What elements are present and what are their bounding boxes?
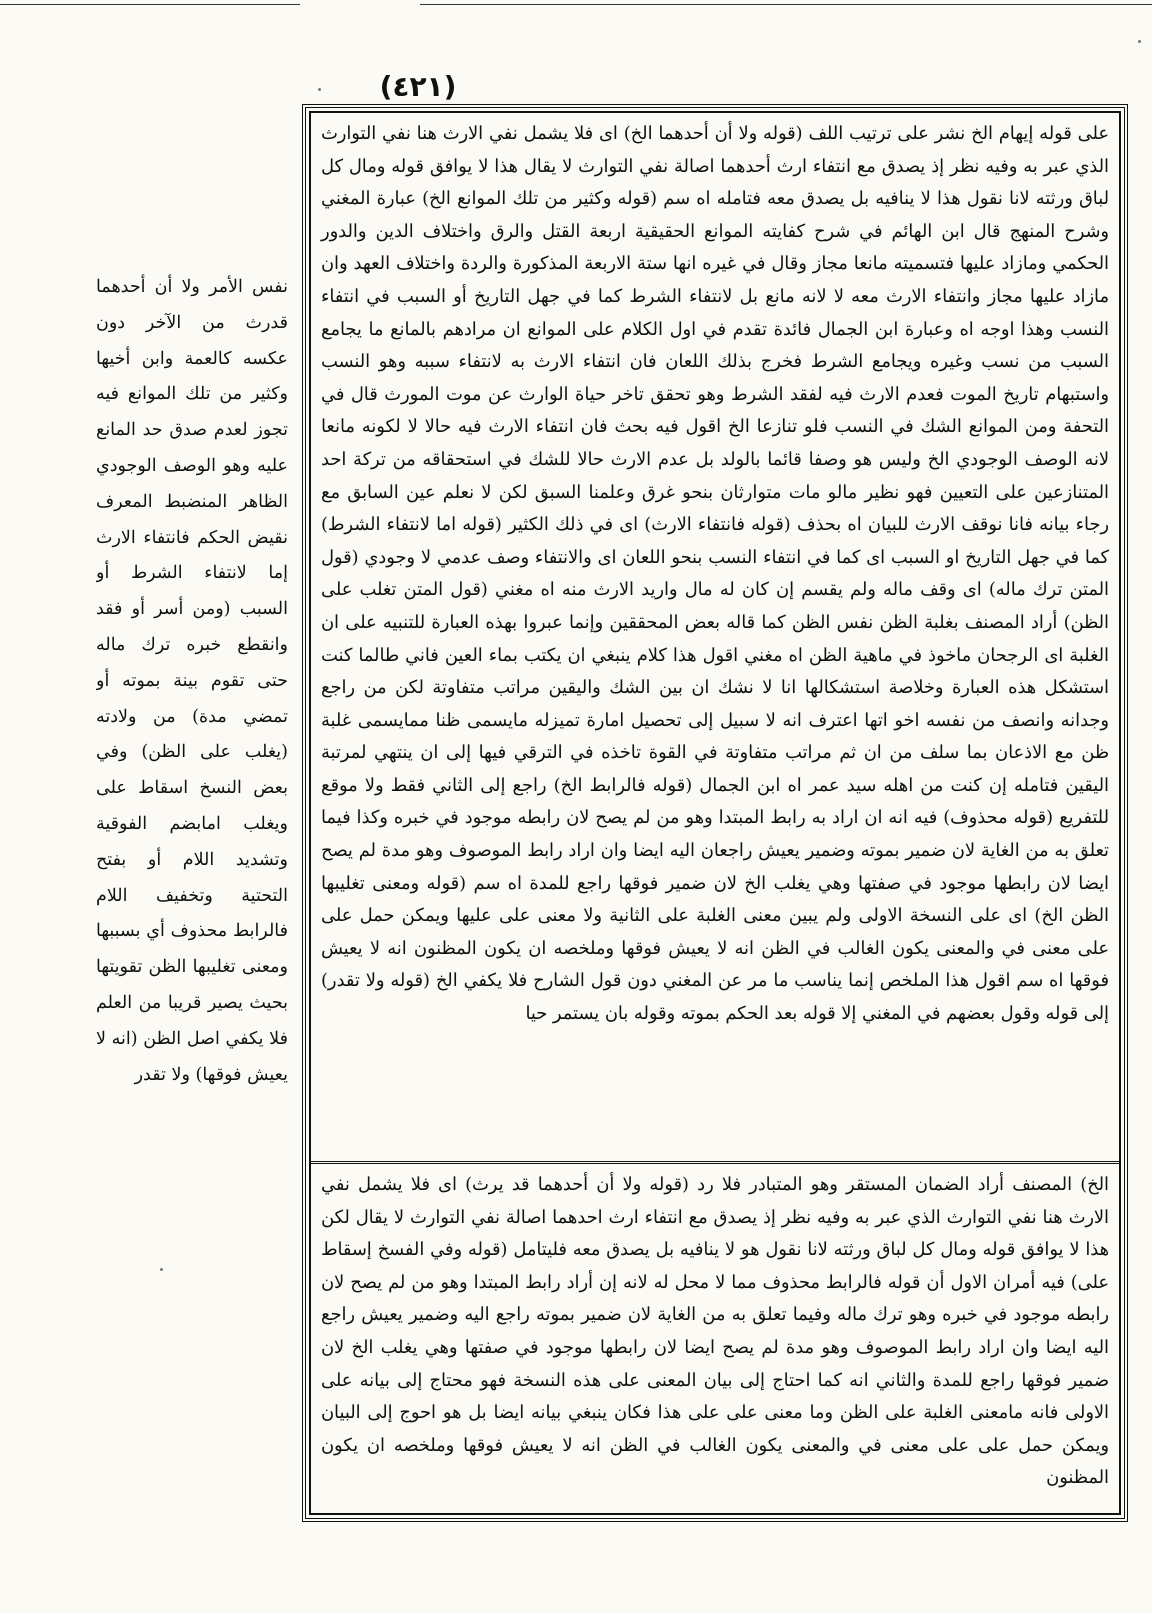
top-rule-right	[420, 4, 1152, 5]
main-text-frame	[302, 104, 1128, 1522]
top-rule-left	[0, 4, 300, 5]
inner-frame	[309, 111, 1121, 1515]
page-number: (٤٢١)	[379, 70, 457, 103]
main-commentary: على قوله إيهام الخ نشر على ترتيب اللف (قوله ولا أن أحدهما الخ) اى فلا يشمل نفي الارث هنا نفي التوارث الذي عبر به وفيه نظر إذ يصدق مع انتفاء ارث أحدهما اصالة نفي التوارث لا يقال هذا لا يوافق قوله ومال كل لباق ورثته لانا نقول هذا لا ينافيه بل يصدق معه فتامله اه سم (قوله وكثير من تلك الموانع الخ) عبارة المغني وشرح المنهج قال ابن الهائم في شرح كفايته الموانع الحقيقية اربعة القتل والرق واختلاف الدين والدور الحكمي ومازاد عليها فتسميته مانعا مجاز وقال في غيره انها ستة الاربعة المذكورة والردة واختلاف العهد وان مازاد عليها مجاز وانتفاء الارث معه لا لانه مانع بل لانتفاء الشرط كما في جهل التاريخ أو السبب في انتفاء النسب وهذا اوجه اه وعبارة ابن الجمال فائدة تقدم في اول الكلام على الموانع ان مرادهم بالمانع ما يجامع السبب من نسب وغيره ويجامع الشرط فخرج بذلك اللعان فان انتفاء الارث به لانتفاء سببه وهو النسب واستبهام تاريخ الموت فعدم الارث فيه لفقد الشرط وهو تحقق تاخر حياة الوارث عن موت المورث قال في التحفة ومن الموانع الشك في النسب فلو تنازعا الخ اقول فيه بحث فان انتفاء الارث فيه حالا لا لكونه مانعا لانه الوصف الوجودي الخ وليس هو وصفا قائما بالولد بل عدم الارث حالا للشك في استحقاقه من تركة احد المتنازعين على التعيين فهو نظير مالو مات متوارثان بنحو غرق وعلمنا السبق لكن لا نعلم عين السابق مع رجاء بيانه فانا نوقف الارث للبيان اه بحذف (قوله فانتفاء الارث) اى في ذلك الكثير (قوله اما لانتفاء الشرط) كما في جهل التاريخ او السبب اى كما في انتفاء النسب بنحو اللعان اى والانتفاء وصف عدمي لا وجودي (قول المتن ترك ماله) اى وقف ماله ولم يقسم إن كان له مال واريد الارث منه اه مغني (قول المتن تغلب على الظن) أراد المصنف بغلبة الظن نفس الظن كما قاله بعض المحققين وإنما عبروا بهذه العبارة للتنبيه على ان الغلبة اى الرجحان ماخوذ في ماهية الظن اه مغني اقول هذا كلام ينبغي ان يكتب بماء العين فاني طالما كنت استشكل هذه العبارة وخلاصة استشكالها انا لا نشك ان بين الشك واليقين مراتب متفاوتة لكن من راجع وجدانه وانصف من نفسه اخو اتها اعترف انه لا سبيل إلى تحصيل امارة تميزله مايسمى ظنا ممايسمى غلبة ظن مع الاذعان بما سلف من ان ثم مراتب متفاوتة في القوة تاخذه في الترقي فيها إلى ان ينتهي لمرتبة اليقين فتامله إن كنت من اهله سيد عمر اه ابن الجمال (قوله فالرابط الخ) راجع إلى الثاني فقط ولا موقع للتفريع (قوله محذوف) فيه انه ان اراد به رابط المبتدا وهو من لم يصح لان رابطه موجود في خبره وكذا فيما تعلق به من الغاية لان ضمير بموته وضمير يعيش راجعان اليه ايضا وان اراد رابط الموصوف وهو مدة لم يصح ايضا لان رابطها موجود في صفتها وهي يغلب الخ لان ضمير فوقها راجع للمدة اه سم (قوله ومعنى تغليبها الظن الخ) اى على النسخة الاولى ولم يبين معنى الغلبة على الثانية ولا معنى على عليها ويمكن حمل على على معنى في والمعنى يكون الغالب في الظن انه لا يعيش فوقها وملخصه ان يكون المظنون انه لا يعيش فوقها اه سم اقول هذا الملخص إنما يناسب ما مر عن المغني دون قول الشارح فلا يكفي الخ (قوله ولا تقدر) إلى قوله وقول بعضهم في المغني إلا قوله بعد الحكم بموته وقوله بان يستمر حيا	[321, 123, 1109, 1025]
ink-speck	[318, 88, 321, 91]
ink-speck	[160, 1268, 163, 1271]
lower-commentary: الخ) المصنف أراد الضمان المستقر وهو المتبادر فلا رد (قوله ولا أن أحدهما قد يرث) اى فلا يشمل نفي الارث هنا نفي التوارث الذي عبر به وفيه نظر إذ يصدق مع انتفاء ارث احدهما اصالة نفي التوارث لا يقال لكن هذا لا يوافق قوله ومال كل لباق ورثته لانا نقول هو لا ينافيه بل يصدق معه فليتامل (قوله وفي الفسخ إسقاط على) فيه أمران الاول أن قوله فالرابط محذوف مما لا محل له لانه إن أراد رابط المبتدا وهو من لم يصح لان رابطه موجود في خبره وهو ترك ماله وفيما تعلق به من الغاية لان ضمير بموته راجع اليه وضمير يعيش راجع اليه ايضا وان اراد رابط الموصوف وهو مدة لم يصح ايضا لان رابطها موجود في صفتها وهي يغلب الخ لان ضمير فوقها راجع للمدة والثاني انه كما احتاج إلى بيان المعنى على هذه النسخة فهو محتاج إلى بيانه على الاولى فانه مامعنى الغلبة على الظن وما معنى على على هذا فكان ينبغي بيانه ايضا بل هو احوج إلى البيان ويمكن حمل على على معنى في والمعنى يكون الغالب في الظن انه لا يعيش فوقها وملخصه ان يكون المظنون	[321, 1174, 1109, 1489]
margin-commentary: نفس الأمر ولا أن أحدهما قدرث من الآخر دون عكسه كالعمة وابن أخيها وكثير من تلك الموانع فيه تجوز لعدم صدق حد المانع عليه وهو الوصف الوجودي الظاهر المنضبط المعرف نقيض الحكم فانتفاء الارث إما لانتفاء الشرط أو السبب (ومن أسر أو فقد وانقطع خبره ترك ماله حتى تقوم بينة بموته أو تمضي مدة) من ولادته (يغلب على الظن) وفي بعض النسخ اسقاط على ويغلب امابضم الفوقية وتشديد اللام أو بفتح التحتية وتخفيف اللام فالرابط محذوف أي بسببها ومعنى تغليبها الظن تقويتها بحيث يصير قريبا من العلم فلا يكفي اصل الظن (انه لا يعيش فوقها) ولا تقدر	[96, 277, 288, 1085]
ink-speck	[1138, 40, 1141, 43]
